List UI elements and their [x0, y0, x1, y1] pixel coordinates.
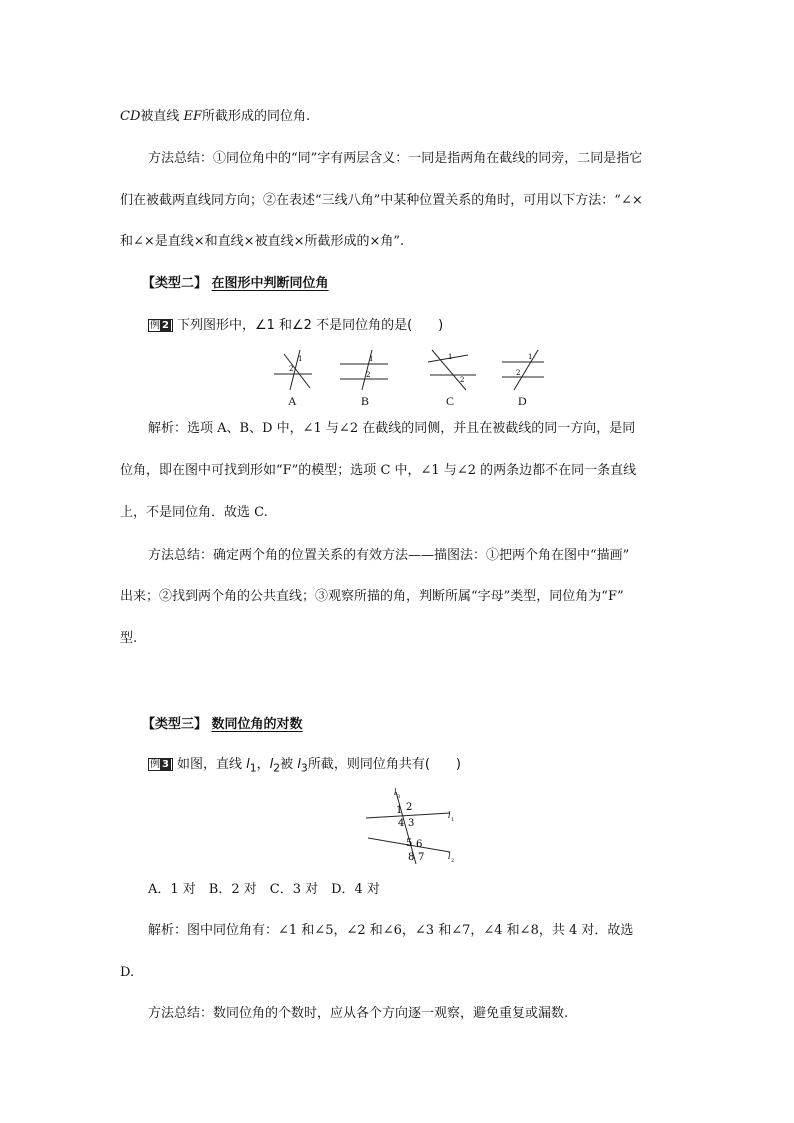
summary2-line3: 型. [120, 631, 138, 646]
fig-l3-sub: 3 [397, 794, 401, 800]
example3-tag [148, 758, 173, 771]
figure-c-label1: 1 [448, 353, 453, 361]
type2-topic: 在图形中判断同位角 [211, 276, 329, 291]
summary1-line1: 方法总结：①同位角中的“同”字有两层含义：一同是指两角在截线的同旁，二同是指它 [148, 151, 643, 166]
figure-c-label2: 2 [460, 376, 465, 384]
example3-q3: 被 [280, 757, 298, 772]
example3-figure [360, 782, 470, 868]
example2-question-line [148, 317, 443, 335]
fig-angle-8: 8 [408, 852, 415, 863]
figure-d-label1: 1 [528, 353, 533, 361]
intro-text-1: 被直线 [140, 109, 184, 124]
fig-l1-sub: 1 [451, 817, 455, 823]
figure-a-label2: 2 [289, 365, 294, 373]
figure-d-label2: 2 [516, 369, 521, 377]
intro-text-2: 所截形成的同位角. [202, 109, 311, 124]
fig-l1-label: l [448, 811, 451, 820]
type3-heading [142, 716, 303, 734]
type3-label: 【类型三】 [142, 717, 208, 732]
example3-l3-sub: 3 [300, 761, 308, 775]
example2-question: 下列图形中，∠1 和∠2 不是同位角的是( ) [176, 318, 444, 333]
example2-tag [148, 319, 173, 332]
fig-angle-3: 3 [408, 818, 415, 829]
example3-tag-num: 3 [162, 759, 169, 770]
fig-l3-label: l [394, 788, 397, 797]
example3-q2: ， [256, 757, 270, 772]
solution3-line1: 解析：图中同位角有：∠1 和∠5，∠2 和∠6，∠3 和∠7，∠4 和∠8，共 4 对．故选 [148, 923, 634, 938]
example3-tag-prefix: 例 [150, 759, 160, 770]
figure-c-caption: C [446, 394, 455, 408]
intro-line-ef: EF [183, 109, 203, 124]
type2-label: 【类型二】 [142, 276, 208, 291]
figure-b-caption: B [361, 394, 370, 408]
example3-question-line [148, 756, 461, 778]
fig-angle-4: 4 [398, 818, 405, 829]
figure-b-label2: 2 [366, 371, 371, 379]
example2-figures [270, 346, 560, 392]
example3-options: A．1 对 B．2 对 C．3 对 D．4 对 [148, 882, 380, 897]
figure-b-label1: 1 [369, 355, 374, 363]
summary2-line2: 出来；②找到两个角的公共直线；③观察所描的角，判断所属“字母”类型，同位角为“F” [120, 589, 624, 604]
figure-d-caption: D [518, 394, 527, 408]
summary1-line2: 们在被截两直线同方向；②在表述“三线八角”中某种位置关系的角时，可用以下方法：“∠× [120, 193, 643, 208]
summary2-line1: 方法总结：确定两个角的位置关系的有效方法——描图法：①把两个角在图中“描画” [148, 548, 630, 563]
solution2-line2: 位角，即在图中可找到形如“F”的模型；选项 C 中，∠1 与∠2 的两条边都不在同一条直线 [120, 463, 637, 478]
solution2-line1: 解析：选项 A、B、D 中，∠1 与∠2 在截线的同侧，并且在被截线的同一方向，是同 [148, 421, 636, 436]
figure-a-label1: 1 [298, 355, 303, 363]
summary1-line3: 和∠×是直线×和直线×被直线×所截形成的×角”. [120, 234, 405, 249]
example3-l1-sub: 1 [249, 761, 257, 775]
example3-q1: 如图，直线 [176, 757, 247, 772]
example3-l1: l [246, 757, 250, 772]
figure-a-caption: A [288, 394, 297, 408]
solution3-line2: D. [120, 965, 135, 980]
fig-angle-1: 1 [396, 805, 403, 816]
figure-c [428, 350, 476, 390]
fig-l2-label: l [448, 852, 451, 861]
intro-line-cd: CD [120, 109, 141, 124]
fig-angle-2: 2 [406, 802, 413, 813]
example2-tag-num: 2 [162, 320, 169, 331]
example3-l2: l [269, 757, 274, 772]
type3-topic: 数同位角的对数 [211, 717, 303, 732]
solution2-line3: 上，不是同位角．故选 C. [120, 505, 268, 520]
example3-l2-sub: 2 [273, 761, 281, 775]
example2-tag-prefix: 例 [150, 320, 160, 331]
fig-angle-5: 5 [406, 838, 413, 849]
figure-a [274, 350, 312, 390]
figure-d [502, 350, 544, 390]
fig-angle-6: 6 [416, 839, 423, 850]
example3-q4: 所截，则同位角共有( ) [307, 757, 461, 772]
figure-b [340, 350, 388, 390]
summary3-line1: 方法总结：数同位角的个数时，应从各个方向逐一观察，避免重复或漏数. [148, 1006, 569, 1021]
type2-heading [142, 275, 329, 293]
fig-l2-sub: 2 [451, 858, 455, 864]
example3-l3: l [297, 757, 301, 772]
fig-angle-7: 7 [418, 852, 425, 863]
intro-line [120, 108, 310, 126]
